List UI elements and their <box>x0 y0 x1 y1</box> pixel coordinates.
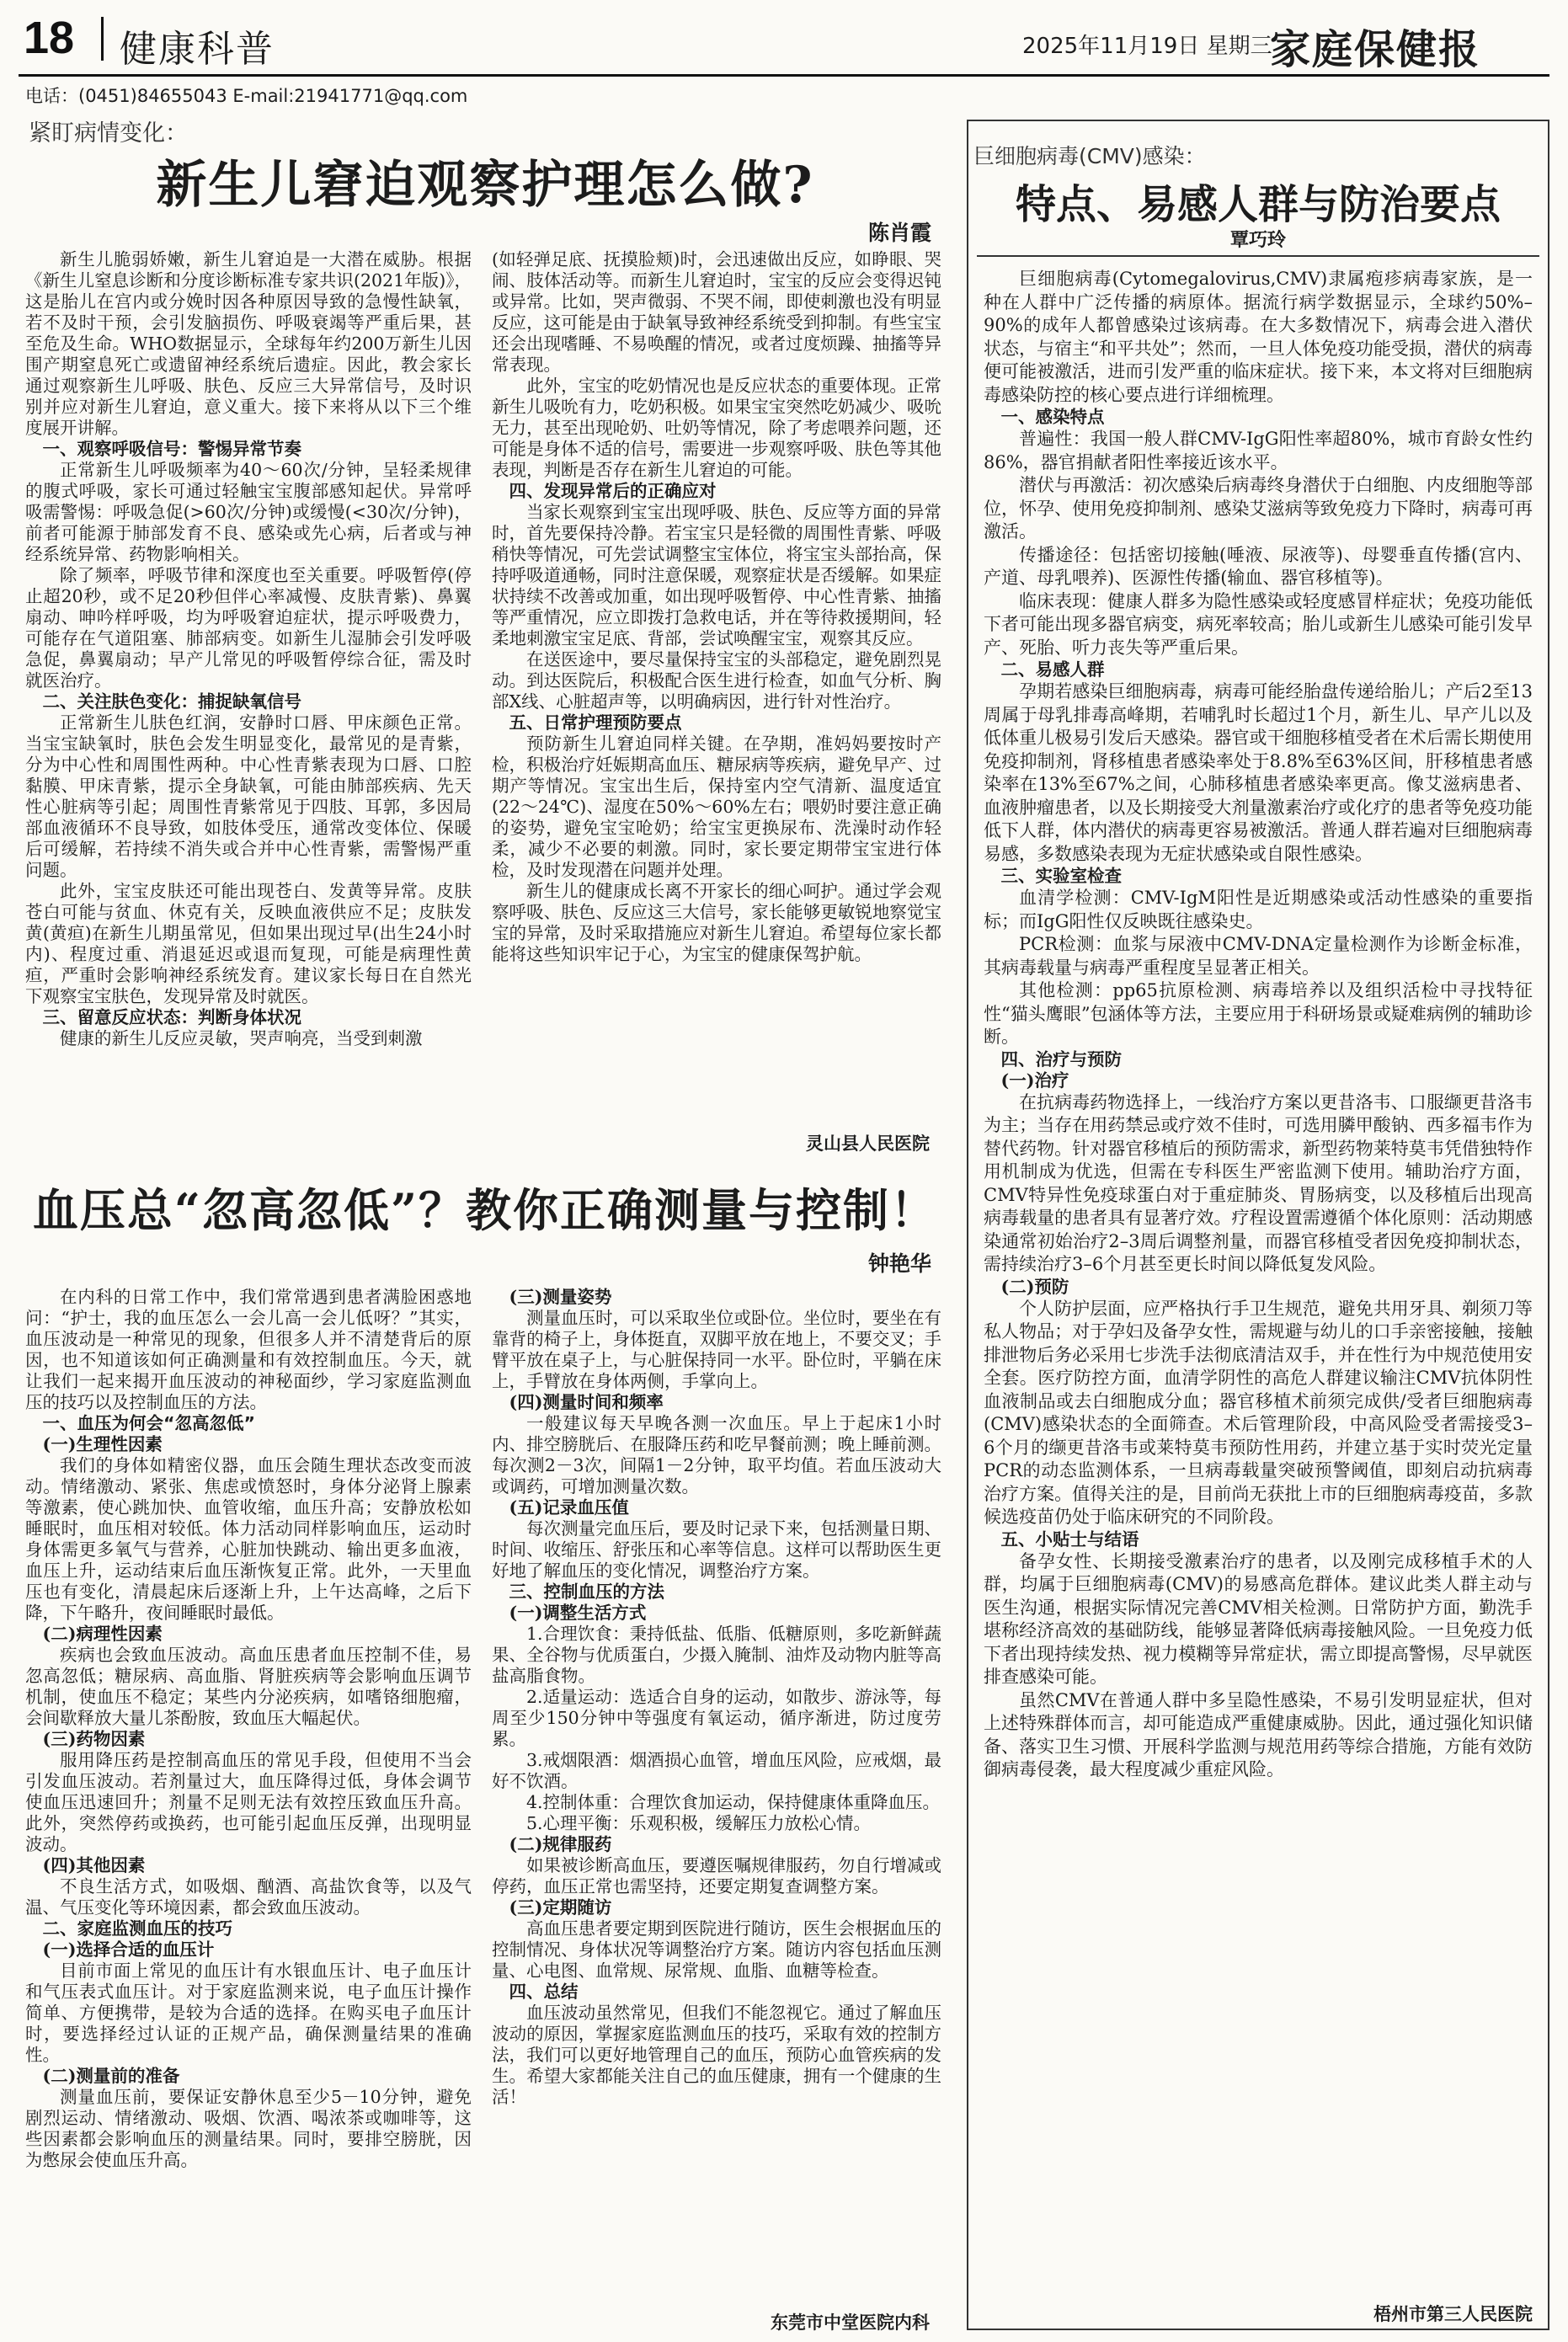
subsection-heading: (一)调整生活方式 <box>509 1603 647 1623</box>
article2-title: 血压总“忽高忽低”？教你正确测量与控制！ <box>32 1186 938 1237</box>
header-rule <box>19 74 1549 77</box>
page-header <box>0 0 1568 76</box>
contact-line: 电话：(0451)84655043 E-mail:21941771@qq.com <box>25 86 468 106</box>
article1-author: 陈肖霞 <box>867 221 931 245</box>
paragraph: 新生儿的健康成长离不开家长的细心呵护。通过学会观察呼吸、肤色、反应这三大信号，家长能够更敏锐地察觉宝宝的异常，及时采取措施应对新生儿窘迫。希望每位家长都能将这些知识牢记于心，为宝宝的健康保驾护航。 <box>492 881 941 964</box>
paragraph: 每次测量完血压后，要及时记录下来，包括测量日期、时间、收缩压、舒张压和心率等信息。这样可以帮助医生更好地了解血压的变化情况，调整治疗方案。 <box>492 1518 941 1581</box>
article1-heading <box>22 115 948 249</box>
section-heading: 三、控制血压的方法 <box>509 1582 664 1602</box>
paragraph: 1.合理饮食：秉持低盐、低脂、低糖原则，多吃新鲜蔬果、全谷物与优质蛋白，少摄入腌制、油炸及动物内脏等高盐高脂食物。 <box>492 1624 941 1686</box>
article3-rule <box>977 255 1539 257</box>
subsection-heading: (一)治疗 <box>1000 1070 1069 1091</box>
subsection-heading: (二)规律服药 <box>509 1834 612 1854</box>
subsection-heading: (三)测量姿势 <box>509 1287 612 1307</box>
paragraph: 其他检测：pp65抗原检测、病毒培养以及组织活检中寻找特征性“猫头鹰眼”包涵体等方法，主要应用于科研场景或疑难病例的辅助诊断。 <box>984 980 1533 1047</box>
paragraph: 2.适量运动：选适合自身的运动，如散步、游泳等，每周至少150分钟中等强度有氧运动，循序渐进，防过度劳累。 <box>492 1687 941 1749</box>
article3-kicker: 巨细胞病毒(CMV)感染： <box>973 144 1206 168</box>
paragraph: 虽然CMV在普通人群中多呈隐性感染，不易引发明显症状，但对上述特殊群体而言，却可能造成严重健康威胁。因此，通过强化知识储备、落实卫生习惯、开展科学监测与规范用药等综合措施，方能有效防御病毒侵袭，最大程度减少重症风险。 <box>984 1689 1533 1779</box>
article3-title: 特点、易感人群与防治要点 <box>1015 181 1501 228</box>
paragraph: 正常新生儿呼吸频率为40～60次/分钟，呈轻柔规律的腹式呼吸，家长可通过轻触宝宝腹部感知起伏。异常呼吸需警惕：呼吸急促(>60次/分钟)或缓慢(<30次/分钟)，前者可能源于肺部发育不良、感染或先心病，后者或与神经系统异常、药物影响相关。 <box>25 460 472 564</box>
section-heading: 一、血压为何会“忽高忽低” <box>42 1413 255 1433</box>
paragraph: 血压波动虽然常见，但我们不能忽视它。通过了解血压波动的原因，掌握家庭监测血压的技巧，采取有效的控制方法，我们可以更好地管理自己的血压，预防心血管疾病的发生。希望大家都能关注自己的血压健康，拥有一个健康的生活！ <box>492 2003 941 2107</box>
article2-heading <box>22 1186 948 1287</box>
paragraph: 传播途径：包括密切接触(唾液、尿液等)、母婴垂直传播(宫内、产道、母乳喂养)、医源性传播(输血、器官移植等)。 <box>984 544 1533 588</box>
subsection-heading: (四)其他因素 <box>42 1855 146 1875</box>
section-heading: 四、发现异常后的正确应对 <box>509 481 717 501</box>
section-name: 健康科普 <box>120 28 275 71</box>
paragraph: 临床表现：健康人群多为隐性感染或轻度感冒样症状；免疫功能低下者可能出现多器官病变，病死率较高；胎儿或新生儿感染可能引发早产、死胎、听力丧失等严重后果。 <box>984 590 1533 658</box>
subsection-heading: (二)预防 <box>1000 1276 1069 1297</box>
paragraph: 在送医途中，要尽量保持宝宝的头部稳定，避免剧烈晃动。到达医院后，积极配合医生进行检查，如血气分析、胸部X线、心脏超声等，以明确病因，进行针对性治疗。 <box>492 649 941 712</box>
article2-column2 <box>492 1287 941 2314</box>
section-heading: 二、家庭监测血压的技巧 <box>42 1918 232 1939</box>
section-heading: 一、感染特点 <box>1000 407 1105 427</box>
paragraph: 一般建议每天早晚各测一次血压。早上于起床1小时内、排空膀胱后、在服降压药和吃早餐前测；晚上睡前测。每次测2－3次，间隔1－2分钟，取平均值。若血压波动大或调药，可增加测量次数。 <box>492 1413 941 1496</box>
section-heading: 三、留意反应状态：判断身体状况 <box>42 1007 301 1027</box>
paragraph: 预防新生儿窘迫同样关键。在孕期，准妈妈要按时产检，积极治疗妊娠期高血压、糖尿病等疾病，避免早产、过期产等情况。宝宝出生后，保持室内空气清新、温度适宜(22～24℃)、湿度在50%～60%左右；喂奶时要注意正确的姿势，避免宝宝呛奶；给宝宝更换尿布、洗澡时动作轻柔，减少不必要的刺激。同时，家长要定期带宝宝进行体检，及时发现潜在问题并处理。 <box>492 734 941 880</box>
article1-kicker: 紧盯病情变化： <box>29 120 188 147</box>
article2-author: 钟艳华 <box>867 1251 931 1277</box>
paragraph: 巨细胞病毒(Cytomegalovirus,CMV)隶属疱疹病毒家族，是一种在人群中广泛传播的病原体。据流行病学数据显示，全球约50%–90%的成年人都曾感染过该病毒。在大多数情况下，病毒会进入潜伏状态，与宿主“和平共处”；然而，一旦人体免疫功能受损，潜伏的病毒便可能被激活，进而引发严重的临床症状。接下来，本文将对巨细胞病毒感染防控的核心要点进行详细梳理。 <box>984 269 1533 405</box>
paragraph: 新生儿脆弱娇嫩，新生儿窘迫是一大潜在威胁。根据《新生儿窒息诊断和分度诊断标准专家共识(2021年版)》，这是胎儿在宫内或分娩时因各种原因导致的急慢性缺氧，若不及时干预，会引发脑损伤、呼吸衰竭等严重后果，甚至危及生命。WHO数据显示，全球每年约200万新生儿因围产期窒息死亡或遗留神经系统后遗症。因此，教会家长通过观察新生儿呼吸、肤色、反应三大异常信号，及时识别并应对新生儿窘迫，意义重大。接下来将从以下三个维度展开讲解。 <box>25 249 472 438</box>
subsection-heading: (一)选择合适的血压计 <box>42 1939 215 1960</box>
subsection-heading: (三)药物因素 <box>42 1729 146 1749</box>
article1-column1 <box>25 249 472 1150</box>
article3-source: 梧州市第三人民医院 <box>1373 2304 1533 2324</box>
paragraph: 当家长观察到宝宝出现呼吸、肤色、反应等方面的异常时，首先要保持冷静。若宝宝只是轻微的周围性青紫、呼吸稍快等情况，可先尝试调整宝宝体位，将宝宝头部抬高，保持呼吸道通畅，同时注意保暖，观察症状是否缓解。如果症状持续不改善或加重，如出现呼吸暂停、中心性青紫、抽搐等严重情况，应立即拨打急救电话，并在等待救援期间，轻柔地刺激宝宝足底、背部，尝试唤醒宝宝，观察其反应。 <box>492 502 941 648</box>
subsection-heading: (二)测量前的准备 <box>42 2066 180 2086</box>
paragraph: 测量血压时，可以采取坐位或卧位。坐位时，要坐在有靠背的椅子上，身体挺直，双脚平放在地上，不要交叉；手臂平放在桌子上，与心脏保持同一水平。卧位时，平躺在床上，手臂放在身体两侧，手掌向上。 <box>492 1308 941 1391</box>
paragraph: 孕期若感染巨细胞病毒，病毒可能经胎盘传递给胎儿；产后2至13周属于母乳排毒高峰期，若哺乳时长超过1个月，新生儿、早产儿以及低体重儿极易引发后天感染。器官或干细胞移植受者在术后需长期使用免疫抑制剂，肾移植患者感染率处于8.8%至63%区间，肝移植患者感染率在13%至67%之间，心肺移植患者感染率更高。像艾滋病患者、血液肿瘤患者，以及长期接受大剂量激素治疗或化疗的患者等免疫功能低下人群，体内潜伏的病毒更容易被激活。普通人群若遍对巨细胞病毒易感，多数感染表现为无症状感染或自限性感染。 <box>984 681 1533 864</box>
article3-author: 覃巧玲 <box>1229 230 1286 251</box>
section-heading: 一、观察呼吸信号：警惕异常节奏 <box>42 439 301 459</box>
section-heading: 二、易感人群 <box>1000 659 1105 680</box>
article2-source: 东莞市中堂医院内科 <box>771 2313 930 2333</box>
paragraph: 个人防护层面，应严格执行手卫生规范，避免共用牙具、剃须刀等私人物品；对于孕妇及备孕女性，需规避与幼儿的口手亲密接触，接触排泄物后务必采用七步洗手法彻底清洁双手，并在性行为中规范使用安全套。医疗防控方面，血清学阴性的高危人群建议输注CMV抗体阴性血液制品或去白细胞成分血；器官移植术前须完成供/受者巨细胞病毒(CMV)感染状态的全面筛查。术后管理阶段，中高风险受者需接受3–6个月的缬更昔洛韦或莱特莫韦预防性用药，并建立基于实时荧光定量PCR的动态监测体系，一旦病毒载量突破预警阈值，即刻启动抗病毒治疗方案。值得关注的是，目前尚无获批上市的巨细胞病毒疫苗，多款候选疫苗仍处于临床研究的不同阶段。 <box>984 1298 1533 1527</box>
paragraph: 备孕女性、长期接受激素治疗的患者，以及刚完成移植手术的人群，均属于巨细胞病毒(CMV)的易感高危群体。建议此类人群主动与医生沟通，根据实际情况完善CMV相关检测。日常防护方面，勤洗手堪称经济高效的基础防线，能够显著降低病毒接触风险。一旦免疫力低下者出现持续发热、视力模糊等异常症状，需立即提高警惕，尽早就医排查感染可能。 <box>984 1550 1533 1687</box>
article2-column1 <box>25 1287 472 2331</box>
section-heading: 五、日常护理预防要点 <box>509 712 682 733</box>
section-heading: 二、关注肤色变化：捕捉缺氧信号 <box>42 691 301 712</box>
paragraph: 疾病也会致血压波动。高血压患者血压控制不佳，易忽高忽低；糖尿病、高血脂、肾脏疾病等会影响血压调节机制，使血压不稳定；某些内分泌疾病，如嗜铬细胞瘤，会间歇释放大量儿茶酚胺，致血压大幅起伏。 <box>25 1645 472 1728</box>
subsection-heading: (二)病理性因素 <box>42 1624 163 1644</box>
article1-source: 灵山县人民医院 <box>806 1134 930 1154</box>
paragraph: 我们的身体如精密仪器，血压会随生理状态改变而波动。情绪激动、紧张、焦虑或愤怒时，身体分泌肾上腺素等激素，使心跳加快、血管收缩，血压升高；安静放松如睡眠时，血压相对较低。体力活动同样影响血压，运动时身体需更多氧气与营养，心脏加快跳动、输出更多血液，血压上升，运动结束后血压渐恢复正常。此外，一天里血压也有变化，清晨起床后逐渐上升，上午达高峰，之后下降，下午略升，夜间睡眠时最低。 <box>25 1455 472 1623</box>
paragraph: 3.戒烟限酒：烟酒损心血管，增血压风险，应戒烟，最好不饮酒。 <box>492 1750 941 1791</box>
paragraph: 目前市面上常见的血压计有水银血压计、电子血压计和气压表式血压计。对于家庭监测来说，电子血压计操作简单、方便携带，是较为合适的选择。在购买电子血压计时，要选择经过认证的正规产品，确保测量结果的准确性。 <box>25 1961 472 2065</box>
paragraph: (如轻弹足底、抚摸脸颊)时，会迅速做出反应，如睁眼、哭闹、肢体活动等。而新生儿窘迫时，宝宝的反应会变得迟钝或异常。比如，哭声微弱、不哭不闹，即使刺激也没有明显反应，这可能是由于缺氧导致神经系统受到抑制。有些宝宝还会出现嗜睡、不易唤醒的情况，或者过度烦躁、抽搐等异常表现。 <box>492 249 941 375</box>
subsection-heading: (四)测量时间和频率 <box>509 1392 664 1412</box>
newspaper-name: 家庭保健报 <box>1270 26 1481 73</box>
paragraph: 在内科的日常工作中，我们常常遇到患者满脸困惑地问：“护士，我的血压怎么一会儿高一会儿低呀？”其实，血压波动是一种常见的现象，但很多人并不清楚背后的原因，也不知道该如何正确测量和有效控制血压。今天，就让我们一起来揭开血压波动的神秘面纱，学习家庭监测血压的技巧以及控制血压的方法。 <box>25 1287 472 1412</box>
paragraph: 如果被诊断高血压，要遵医嘱规律服药，勿自行增减或停药，血压正常也需坚持，还要定期复查调整方案。 <box>492 1855 941 1897</box>
issue-date: 2025年11月19日 星期三 <box>1022 34 1272 59</box>
article3-body <box>984 268 1533 2289</box>
paragraph: 潜伏与再激活：初次感染后病毒终身潜伏于白细胞、内皮细胞等部位，怀孕、使用免疫抑制剂、感染艾滋病等致免疫力下降时，病毒可再激活。 <box>984 475 1533 541</box>
section-heading: 三、实验室检查 <box>1000 866 1122 886</box>
subsection-heading: (五)记录血压值 <box>509 1497 629 1518</box>
paragraph: 4.控制体重：合理饮食加运动，保持健康体重降血压。 <box>526 1792 941 1812</box>
paragraph: 普遍性：我国一般人群CMV-IgG阳性率超80%，城市育龄女性约86%，器官捐献者阳性率接近该水平。 <box>984 429 1533 472</box>
article1-title: 新生儿窘迫观察护理怎么做? <box>156 156 814 215</box>
paragraph: 此外，宝宝皮肤还可能出现苍白、发黄等异常。皮肤苍白可能与贫血、休克有关，反映血液供应不足；皮肤发黄(黄疸)在新生儿期虽常见，但如果出现过早(出生24小时内)、程度过重、消退延迟或退而复现，可能是病理性黄疸，严重时会影响神经系统发育。建议家长每日在自然光下观察宝宝肤色，发现异常及时就医。 <box>25 881 472 1006</box>
paragraph: 5.心理平衡：乐观积极，缓解压力放松心情。 <box>526 1813 872 1833</box>
paragraph: 健康的新生儿反应灵敏，哭声响亮，当受到刺激 <box>60 1028 423 1048</box>
paragraph: 不良生活方式，如吸烟、酗酒、高盐饮食等，以及气温、气压变化等环境因素，都会致血压波动。 <box>25 1876 472 1918</box>
paragraph: 服用降压药是控制高血压的常见手段，但使用不当会引发血压波动。若剂量过大，血压降得过低，身体会调节使血压迅速回升；剂量不足则无法有效控压致血压升高。此外，突然停药或换药，也可能引起血压反弹，出现明显波动。 <box>25 1750 472 1854</box>
section-heading: 五、小贴士与结语 <box>1000 1528 1139 1550</box>
header-divider <box>101 17 104 61</box>
subsection-heading: (一)生理性因素 <box>42 1434 163 1454</box>
paragraph: 此外，宝宝的吃奶情况也是反应状态的重要体现。正常新生儿吸吮有力，吃奶积极。如果宝宝突然吃奶减少、吸吮无力，甚至出现呛奶、吐奶等情况，除了考虑喂养问题，还可能是身体不适的信号，需要进一步观察呼吸、肤色等其他表现，判断是否存在新生儿窘迫的可能。 <box>492 376 941 480</box>
page-number: 18 <box>24 13 75 63</box>
paragraph: PCR检测：血浆与尿液中CMV-DNA定量检测作为诊断金标准，其病毒载量与病毒严重程度呈显著正相关。 <box>984 934 1533 978</box>
paragraph: 除了频率，呼吸节律和深度也至关重要。呼吸暂停(停止超20秒，或不足20秒但伴心率减慢、皮肤青紫)、鼻翼扇动、呻吟样呼吸，均为呼吸窘迫症状，提示呼吸费力，可能存在气道阻塞、肺部病变。如新生儿湿肺会引发呼吸急促，鼻翼扇动；早产儿常见的呼吸暂停综合征，需及时就医治疗。 <box>25 565 472 691</box>
paragraph: 高血压患者要定期到医院进行随访，医生会根据血压的控制情况、身体状况等调整治疗方案。随访内容包括血压测量、心电图、血常规、尿常规、血脂、血糖等检查。 <box>492 1918 941 1981</box>
paragraph: 在抗病毒药物选择上，一线治疗方案以更昔洛韦、口服缬更昔洛韦为主；当存在用药禁忌或疗效不佳时，可选用膦甲酸钠、西多福韦作为替代药物。针对器官移植后的预防需求，新型药物莱特莫韦凭借独特作用机制成为优选，但需在专科医生严密监测下使用。辅助治疗方面，CMV特异性免疫球蛋白对于重症肺炎、胃肠病变，以及移植后出现高病毒载量的患者具有显著疗效。疗程设置需遵循个体化原则：活动期感染通常初始治疗2–3周后调整剂量，而器官移植受者因免疫抑制状态，需持续治疗3–6个月甚至更长时间以降低复发风险。 <box>984 1091 1533 1274</box>
article1-column2 <box>492 249 941 1150</box>
paragraph: 正常新生儿肤色红润，安静时口唇、甲床颜色正常。当宝宝缺氧时，肤色会发生明显变化，最常见的是青紫，分为中心性和周围性两种。中心性青紫表现为口唇、口腔黏膜、甲床青紫，提示全身缺氧，可能由肺部疾病、先天性心脏病等引起；周围性青紫常见于四肢、耳郭，多因局部血液循环不良导致，如肢体受压，通常改变体位、保暖后可缓解，若持续不消失或合并中心性青紫，需警惕严重问题。 <box>25 712 472 880</box>
paragraph: 测量血压前，要保证安静休息至少5－10分钟，避免剧烈运动、情绪激动、吸烟、饮酒、喝浓茶或咖啡等，这些因素都会影响血压的测量结果。同时，要排空膀胱，因为憋尿会使血压升高。 <box>25 2087 472 2170</box>
section-heading: 四、总结 <box>509 1982 579 2002</box>
paragraph: 血清学检测：CMV-IgM阳性是近期感染或活动性感染的重要指标；而IgG阳性仅反映既往感染史。 <box>984 888 1533 931</box>
subsection-heading: (三)定期随访 <box>509 1897 612 1918</box>
section-heading: 四、治疗与预防 <box>1000 1048 1122 1070</box>
